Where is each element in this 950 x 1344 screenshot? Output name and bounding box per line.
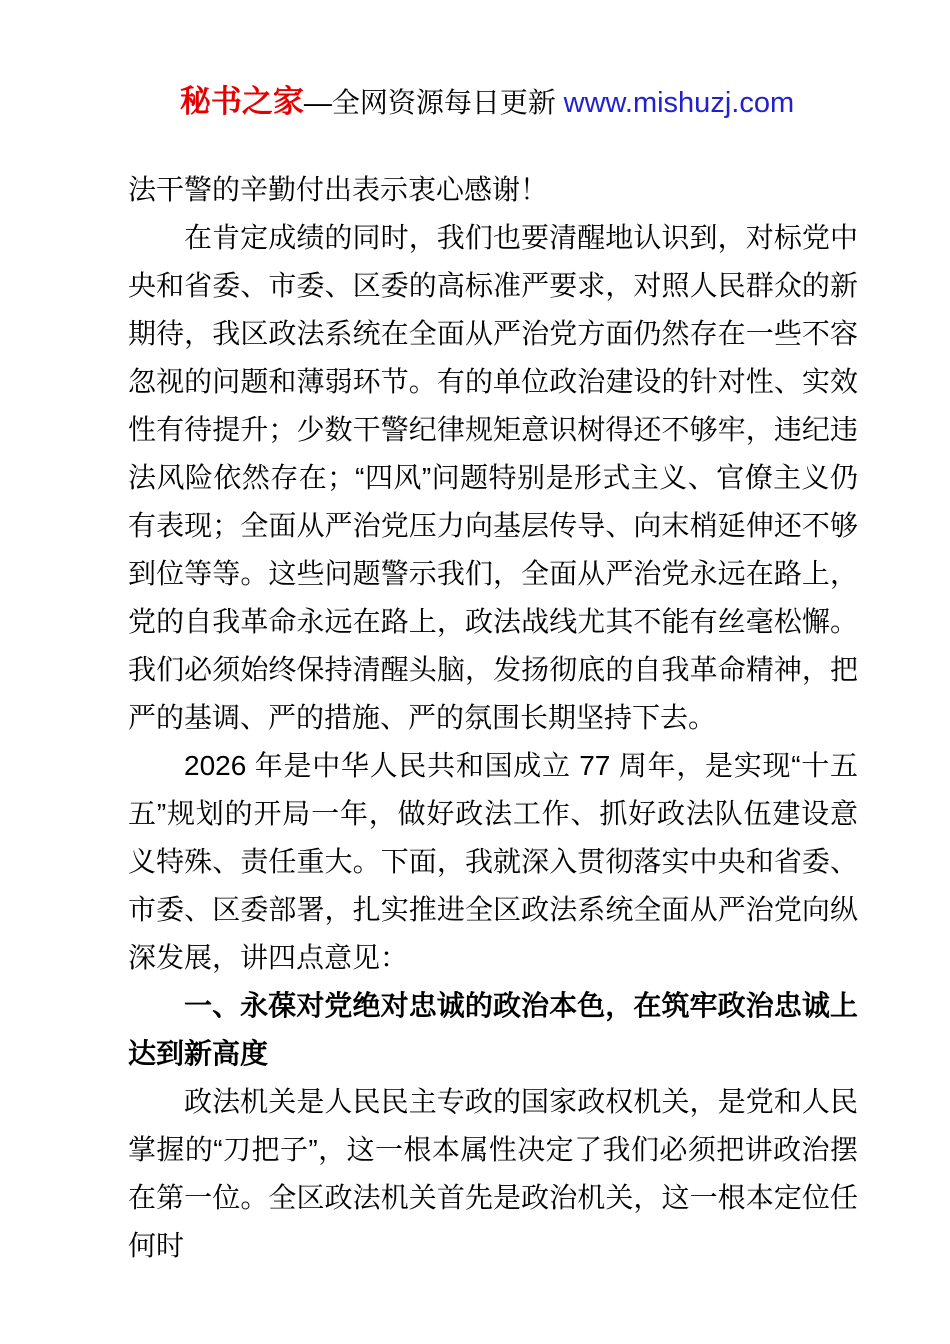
site-url-link[interactable]: www.mishuzj.com: [563, 87, 795, 119]
document-body: [128, 166, 858, 1270]
site-name: 秘书之家: [179, 84, 304, 119]
paragraph-continuation: 法干警的辛勤付出表示衷心感谢！: [128, 174, 549, 205]
section-heading: 一、永葆对党绝对忠诚的政治本色，在筑牢政治忠诚上达到新高度: [128, 990, 858, 1069]
paragraph: 2026 年是中华人民共和国成立 77 周年，是实现“十五五”规划的开局一年，做好政法工作、抓好政法队伍建设意义特殊、责任重大。下面，我就深入贯彻落实中央和省委、市委、区委部署，扎实推进全区政法系统全面从严治党向纵深发展，讲四点意见：: [128, 750, 858, 973]
paragraph: 政法机关是人民民主专政的国家政权机关，是党和人民掌握的“刀把子”，这一根本属性决定了我们必须把讲政治摆在第一位。全区政法机关首先是政治机关，这一根本定位任何时: [128, 1086, 858, 1261]
site-tagline: —全网资源每日更新: [303, 87, 564, 118]
paragraph: 在肯定成绩的同时，我们也要清醒地认识到，对标党中央和省委、市委、区委的高标准严要求，对照人民群众的新期待，我区政法系统在全面从严治党方面仍然存在一些不容忽视的问题和薄弱环节。有的单位政治建设的针对性、实效性有待提升；少数干警纪律规矩意识树得还不够牢，违纪违法风险依然存在；“四风”问题特别是形式主义、官僚主义仍有表现；全面从严治党压力向基层传导、向末梢延伸还不够到位等等。这些问题警示我们，全面从严治党永远在路上，党的自我革命永远在路上，政法战线尤其不能有丝毫松懈。我们必须始终保持清醒头脑，发扬彻底的自我革命精神，把严的基调、严的措施、严的氛围长期坚持下去。: [128, 222, 858, 733]
page-header: [118, 82, 856, 123]
